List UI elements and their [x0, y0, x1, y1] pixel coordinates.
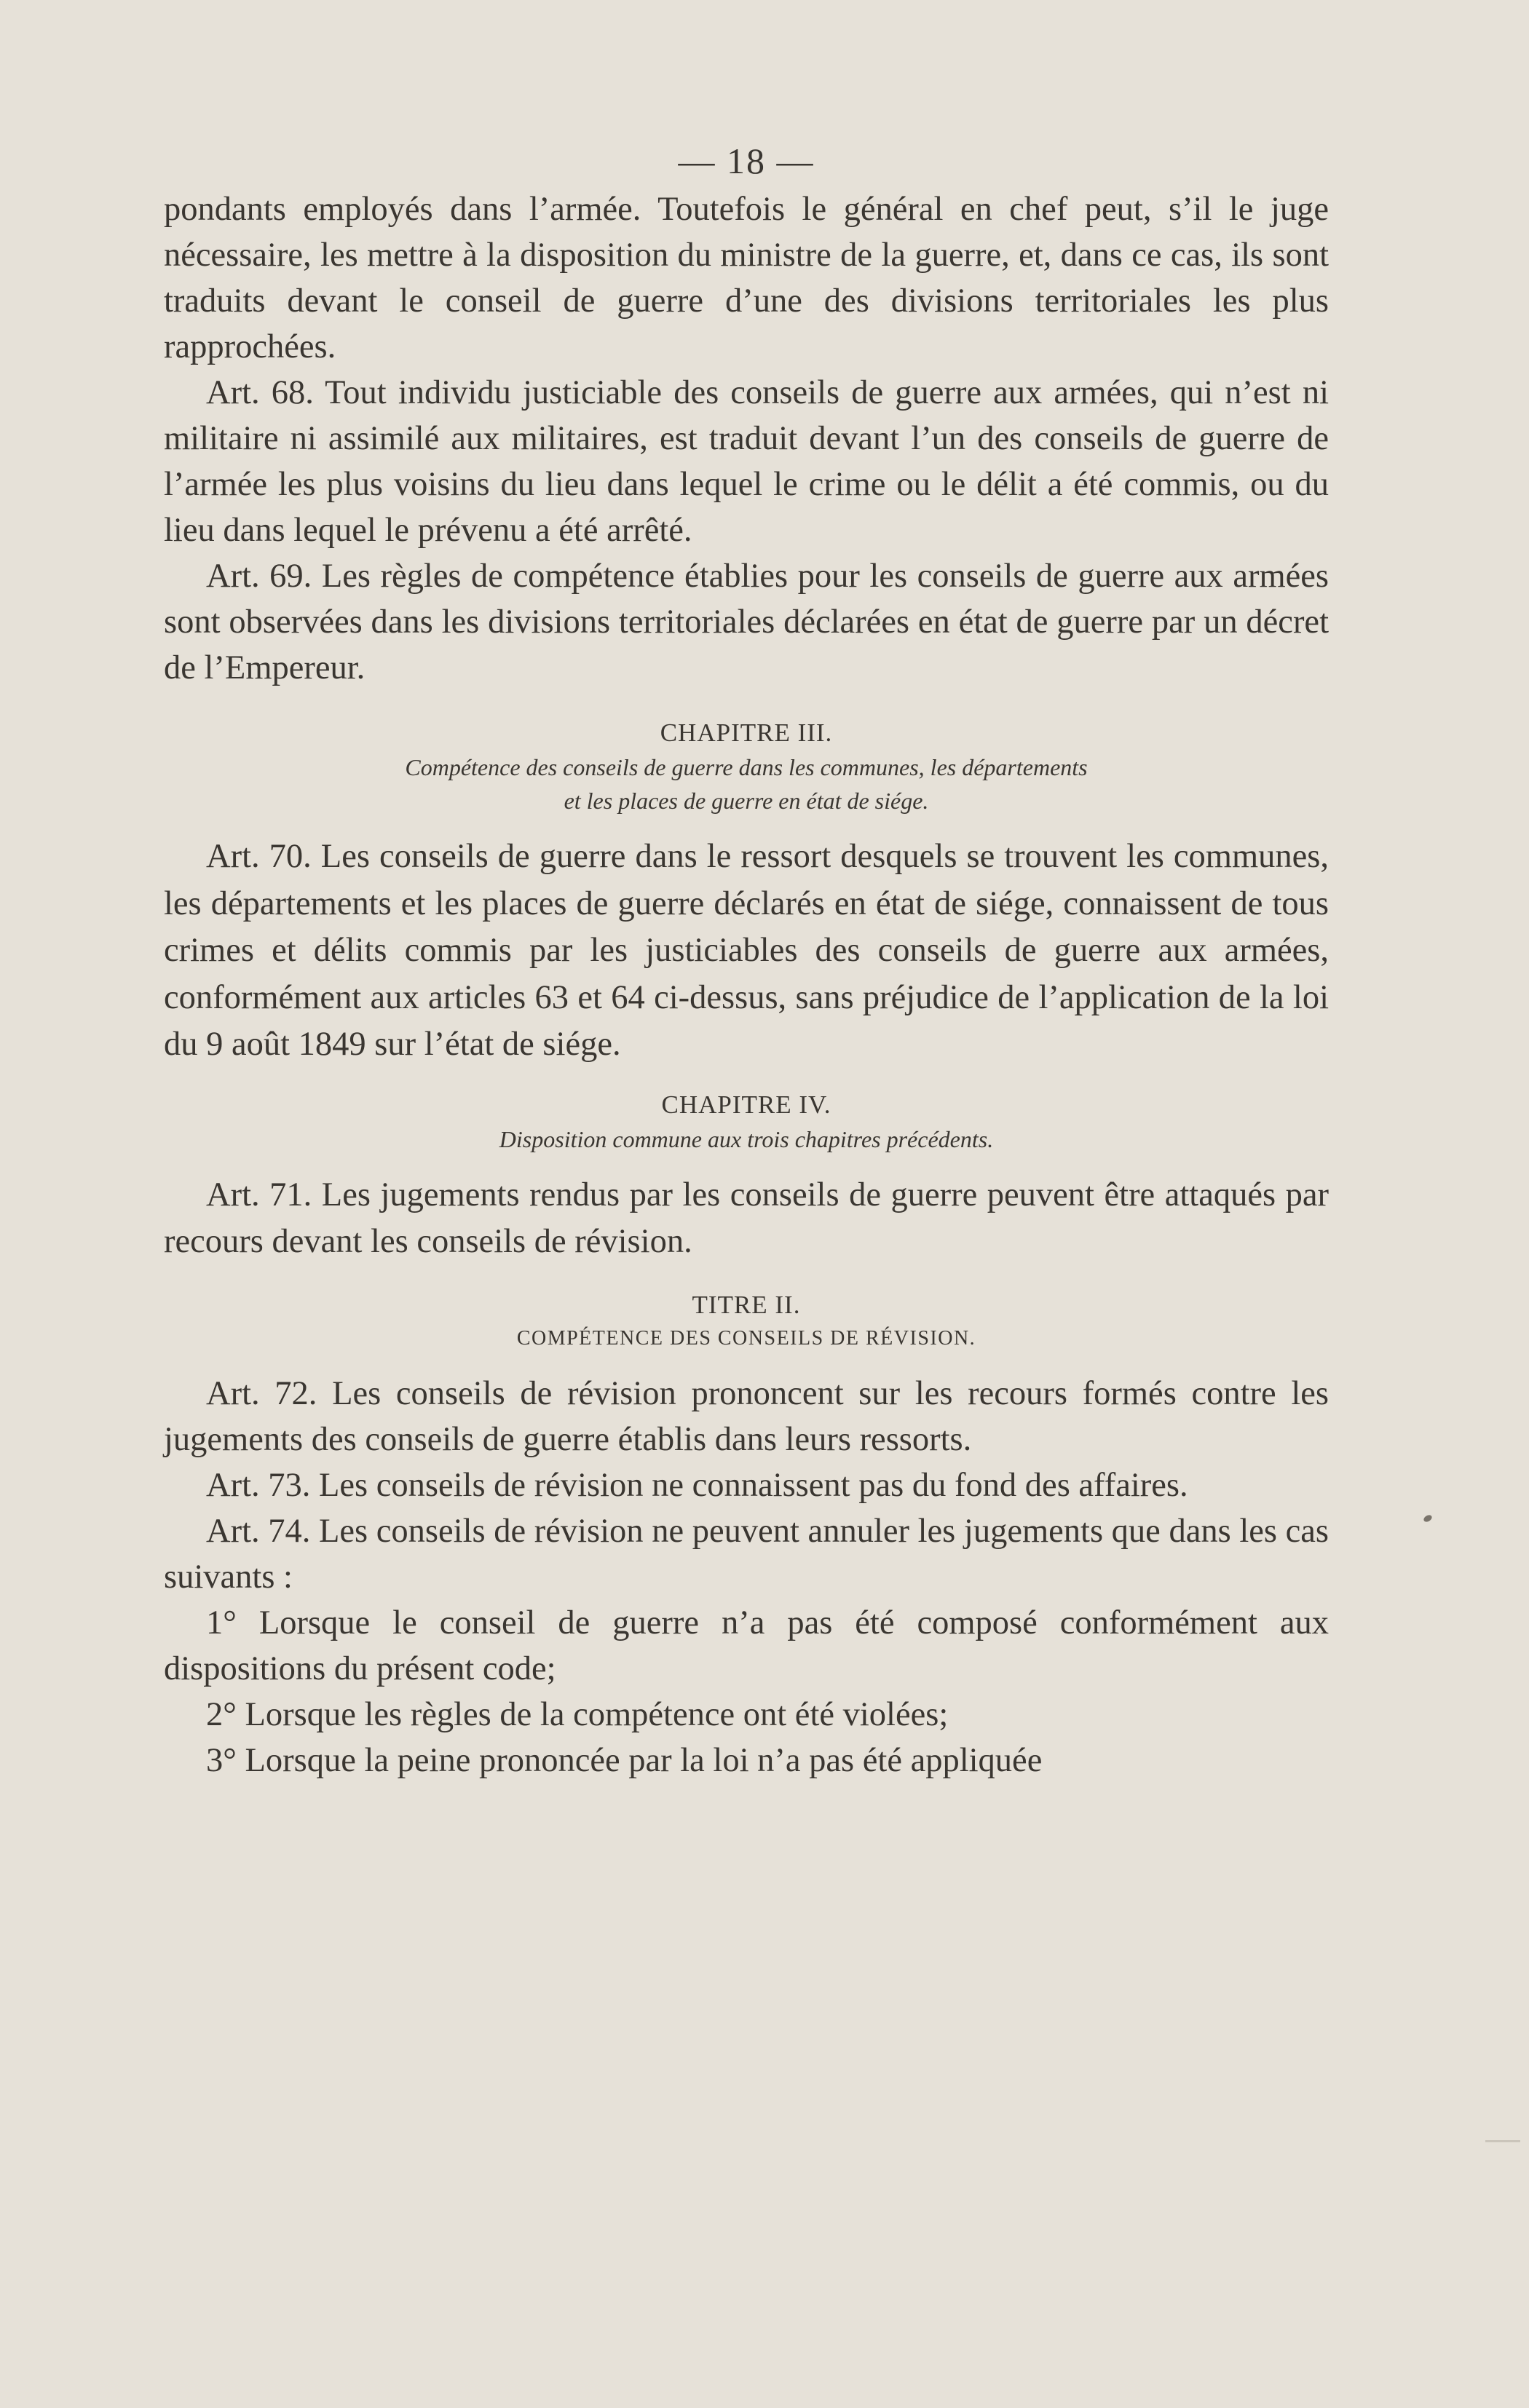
page-content [164, 138, 1329, 1783]
page-edge-mark [1485, 2140, 1520, 2142]
chapter-4-title: CHAPITRE IV. [661, 1090, 831, 1119]
chapter-3-title: CHAPITRE III. [660, 718, 833, 747]
article-72: Art. 72. Les conseils de révision prononcent sur les recours formés contre les jugements des conseils de guerre établis dans leurs ressorts. [164, 1374, 1329, 1458]
article-68: Art. 68. Tout individu justiciable des conseils de guerre aux armées, qui n’est ni militaire ni assimilé aux militaires, est traduit devant l’un des conseils de guerre de l’armée les plus voisins du lieu dans lequel le crime ou le délit a été commis, ou du lieu dans lequel le prévenu a été arrêté. [164, 374, 1329, 549]
article-69: Art. 69. Les règles de compétence établies pour les conseils de guerre aux armées sont observées dans les divisions territoriales déclarées en état de guerre par un décret de l’Empereur. [164, 558, 1329, 686]
titre-2-title: TITRE II. [692, 1290, 801, 1319]
list-item-1: 1° Lorsque le conseil de guerre n’a pas été composé conformément aux dispositions du présent code; [164, 1604, 1329, 1687]
article-74: Art. 74. Les conseils de révision ne peuvent annuler les jugements que dans les cas suivants : [164, 1512, 1329, 1596]
titre-2-subtitle: COMPÉTENCE DES CONSEILS DE RÉVISION. [516, 1326, 976, 1350]
chapter-4-subtitle: Disposition commune aux trois chapitres précédents. [499, 1125, 994, 1152]
list-item-2: 2° Lorsque les règles de la compétence ont été violées; [206, 1695, 949, 1733]
article-73: Art. 73. Les conseils de révision ne connaissent pas du fond des affaires. [206, 1466, 1188, 1504]
page-number: — 18 — [678, 140, 815, 181]
article-70: Art. 70. Les conseils de guerre dans le ressort desquels se trouvent les communes, les départements et les places de guerre déclarés en état de siége, connaissent de tous crimes et délits commis par les justiciables des conseils de guerre aux armées, conformément aux articles 63 et 64 ci-dessus, sans préjudice de l’application de la loi du 9 août 1849 sur l’état de siége. [164, 838, 1329, 1063]
ink-speck [1423, 1514, 1433, 1524]
article-71: Art. 71. Les jugements rendus par les conseils de guerre peuvent être attaqués par recours devant les conseils de révision. [164, 1176, 1329, 1260]
chapter-3-subtitle-line2: et les places de guerre en état de siége. [564, 788, 929, 814]
list-item-3: 3° Lorsque la peine prononcée par la loi n’a pas été appliquée [206, 1741, 1043, 1779]
chapter-3-subtitle-line1: Compétence des conseils de guerre dans les communes, les départements [405, 754, 1088, 780]
paragraph-continuation: pondants employés dans l’armée. Toutefois le général en chef peut, s’il le juge nécessaire, les mettre à la disposition du ministre de la guerre, et, dans ce cas, ils sont traduits devant le conseil de guerre d’une des divisions territoriales les plus rapprochées. [164, 191, 1329, 365]
